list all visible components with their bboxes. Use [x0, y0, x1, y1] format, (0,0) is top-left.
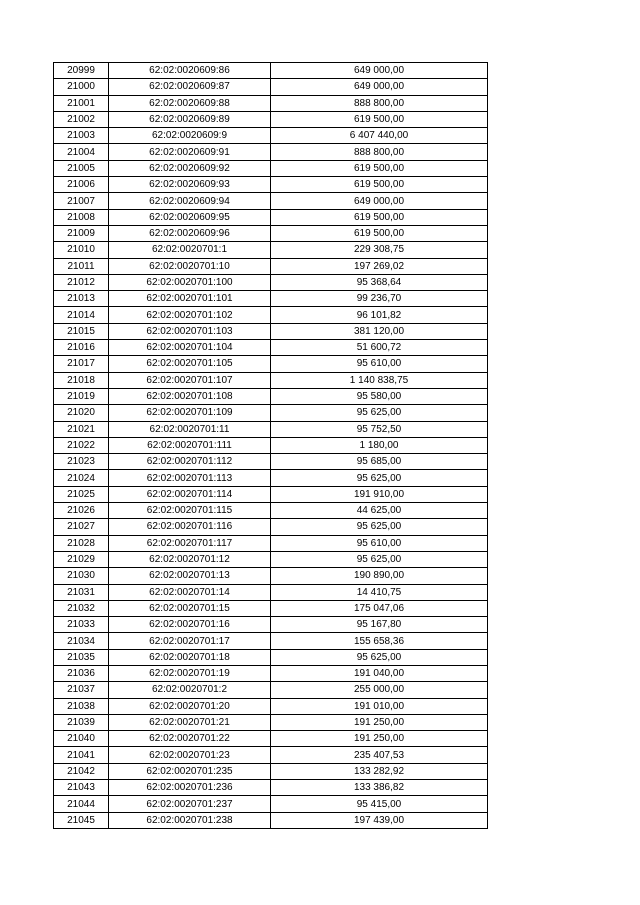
- table-row: [54, 763, 488, 779]
- table-row: [54, 405, 488, 421]
- cadastral-number-cell: 62:02:0020701:23: [109, 747, 271, 763]
- row-number-cell: 21011: [54, 258, 109, 274]
- cadastral-number-cell: 62:02:0020701:113: [109, 470, 271, 486]
- table-row: [54, 649, 488, 665]
- row-number-cell: 21003: [54, 128, 109, 144]
- cadastral-value-cell: 619 500,00: [271, 111, 488, 127]
- cadastral-value-cell: 95 167,80: [271, 617, 488, 633]
- row-number-cell: 21035: [54, 649, 109, 665]
- row-number-cell: 21026: [54, 503, 109, 519]
- cadastral-value-cell: 95 610,00: [271, 535, 488, 551]
- table-row: [54, 584, 488, 600]
- cadastral-number-cell: 62:02:0020701:100: [109, 274, 271, 290]
- cadastral-value-cell: 95 580,00: [271, 388, 488, 404]
- cadastral-number-cell: 62:02:0020701:108: [109, 388, 271, 404]
- row-number-cell: 21004: [54, 144, 109, 160]
- cadastral-value-cell: 649 000,00: [271, 193, 488, 209]
- table-row: [54, 63, 488, 79]
- table-row: [54, 209, 488, 225]
- cadastral-number-cell: 62:02:0020701:236: [109, 780, 271, 796]
- table-row: [54, 160, 488, 176]
- table-row: [54, 665, 488, 681]
- table-row: [54, 454, 488, 470]
- cadastral-number-cell: 62:02:0020609:87: [109, 79, 271, 95]
- cadastral-number-cell: 62:02:0020609:94: [109, 193, 271, 209]
- cadastral-number-cell: 62:02:0020609:88: [109, 95, 271, 111]
- cadastral-number-cell: 62:02:0020701:17: [109, 633, 271, 649]
- cadastral-value-cell: 229 308,75: [271, 242, 488, 258]
- row-number-cell: 21022: [54, 437, 109, 453]
- cadastral-number-cell: 62:02:0020701:102: [109, 307, 271, 323]
- row-number-cell: 21012: [54, 274, 109, 290]
- row-number-cell: 21045: [54, 812, 109, 828]
- cadastral-value-cell: 619 500,00: [271, 209, 488, 225]
- row-number-cell: 21029: [54, 551, 109, 567]
- cadastral-number-cell: 62:02:0020701:114: [109, 486, 271, 502]
- row-number-cell: 21014: [54, 307, 109, 323]
- row-number-cell: 21010: [54, 242, 109, 258]
- row-number-cell: 21018: [54, 372, 109, 388]
- table-row: [54, 437, 488, 453]
- row-number-cell: 21037: [54, 682, 109, 698]
- cadastral-number-cell: 62:02:0020701:235: [109, 763, 271, 779]
- cadastral-value-cell: 133 282,92: [271, 763, 488, 779]
- row-number-cell: 21041: [54, 747, 109, 763]
- row-number-cell: 21015: [54, 323, 109, 339]
- cadastral-value-cell: 95 610,00: [271, 356, 488, 372]
- table-row: [54, 177, 488, 193]
- cadastral-number-cell: 62:02:0020701:13: [109, 568, 271, 584]
- row-number-cell: 21016: [54, 340, 109, 356]
- row-number-cell: 21040: [54, 731, 109, 747]
- row-number-cell: 21009: [54, 225, 109, 241]
- cadastral-value-cell: 175 047,06: [271, 600, 488, 616]
- cadastral-number-cell: 62:02:0020701:101: [109, 291, 271, 307]
- table-row: [54, 535, 488, 551]
- table-row: [54, 600, 488, 616]
- cadastral-value-cell: 619 500,00: [271, 225, 488, 241]
- cadastral-number-cell: 62:02:0020701:11: [109, 421, 271, 437]
- cadastral-value-cell: 197 269,02: [271, 258, 488, 274]
- cadastral-number-cell: 62:02:0020609:95: [109, 209, 271, 225]
- cadastral-value-cell: 619 500,00: [271, 160, 488, 176]
- cadastral-number-cell: 62:02:0020609:91: [109, 144, 271, 160]
- row-number-cell: 21005: [54, 160, 109, 176]
- row-number-cell: 21042: [54, 763, 109, 779]
- row-number-cell: 21032: [54, 600, 109, 616]
- cadastral-number-cell: 62:02:0020701:238: [109, 812, 271, 828]
- cadastral-value-cell: 649 000,00: [271, 63, 488, 79]
- table-row: [54, 372, 488, 388]
- cadastral-number-cell: 62:02:0020701:104: [109, 340, 271, 356]
- row-number-cell: 21024: [54, 470, 109, 486]
- table-row: [54, 340, 488, 356]
- table-row: [54, 128, 488, 144]
- table-row: [54, 95, 488, 111]
- cadastral-value-cell: 888 800,00: [271, 144, 488, 160]
- table-row: [54, 503, 488, 519]
- row-number-cell: 21034: [54, 633, 109, 649]
- table-row: [54, 568, 488, 584]
- cadastral-number-cell: 62:02:0020701:115: [109, 503, 271, 519]
- cadastral-number-cell: 62:02:0020701:16: [109, 617, 271, 633]
- cadastral-value-cell: 6 407 440,00: [271, 128, 488, 144]
- cadastral-value-cell: 44 625,00: [271, 503, 488, 519]
- table-row: [54, 307, 488, 323]
- row-number-cell: 21001: [54, 95, 109, 111]
- table-row: [54, 291, 488, 307]
- cadastral-number-cell: 62:02:0020701:105: [109, 356, 271, 372]
- cadastral-value-cell: 95 625,00: [271, 470, 488, 486]
- cadastral-number-cell: 62:02:0020701:22: [109, 731, 271, 747]
- table-row: [54, 144, 488, 160]
- cadastral-value-cell: 95 415,00: [271, 796, 488, 812]
- row-number-cell: 21020: [54, 405, 109, 421]
- cadastral-value-cell: 95 752,50: [271, 421, 488, 437]
- cadastral-value-cell: 51 600,72: [271, 340, 488, 356]
- table-row: [54, 519, 488, 535]
- cadastral-number-cell: 62:02:0020701:103: [109, 323, 271, 339]
- row-number-cell: 21033: [54, 617, 109, 633]
- cadastral-value-cell: 190 890,00: [271, 568, 488, 584]
- cadastral-value-cell: 191 250,00: [271, 731, 488, 747]
- cadastral-value-cell: 1 180,00: [271, 437, 488, 453]
- table-row: [54, 551, 488, 567]
- table-row: [54, 470, 488, 486]
- table-row: [54, 388, 488, 404]
- cadastral-number-cell: 62:02:0020609:9: [109, 128, 271, 144]
- row-number-cell: 21039: [54, 714, 109, 730]
- row-number-cell: 21021: [54, 421, 109, 437]
- cadastral-number-cell: 62:02:0020701:112: [109, 454, 271, 470]
- cadastral-number-cell: 62:02:0020701:2: [109, 682, 271, 698]
- cadastral-number-cell: 62:02:0020701:116: [109, 519, 271, 535]
- cadastral-number-cell: 62:02:0020701:21: [109, 714, 271, 730]
- table-row: [54, 421, 488, 437]
- table-row: [54, 111, 488, 127]
- cadastral-value-cell: 14 410,75: [271, 584, 488, 600]
- row-number-cell: 21017: [54, 356, 109, 372]
- table-row: [54, 812, 488, 828]
- row-number-cell: 21019: [54, 388, 109, 404]
- table-row: [54, 617, 488, 633]
- row-number-cell: 21007: [54, 193, 109, 209]
- cadastral-value-cell: 95 368,64: [271, 274, 488, 290]
- row-number-cell: 21044: [54, 796, 109, 812]
- cadastral-value-cell: 96 101,82: [271, 307, 488, 323]
- cadastral-value-cell: 888 800,00: [271, 95, 488, 111]
- row-number-cell: 21025: [54, 486, 109, 502]
- cadastral-value-cell: 255 000,00: [271, 682, 488, 698]
- cadastral-number-cell: 62:02:0020609:93: [109, 177, 271, 193]
- cadastral-value-cell: 1 140 838,75: [271, 372, 488, 388]
- row-number-cell: 21023: [54, 454, 109, 470]
- cadastral-value-table: [53, 62, 487, 829]
- table-row: [54, 747, 488, 763]
- cadastral-number-cell: 62:02:0020701:117: [109, 535, 271, 551]
- row-number-cell: 21000: [54, 79, 109, 95]
- cadastral-number-cell: 62:02:0020701:237: [109, 796, 271, 812]
- cadastral-number-cell: 62:02:0020701:15: [109, 600, 271, 616]
- table-row: [54, 79, 488, 95]
- row-number-cell: 21002: [54, 111, 109, 127]
- cadastral-number-cell: 62:02:0020701:19: [109, 665, 271, 681]
- row-number-cell: 21013: [54, 291, 109, 307]
- table-row: [54, 682, 488, 698]
- cadastral-value-cell: 95 625,00: [271, 551, 488, 567]
- row-number-cell: 21006: [54, 177, 109, 193]
- table-row: [54, 486, 488, 502]
- cadastral-number-cell: 62:02:0020701:109: [109, 405, 271, 421]
- cadastral-number-cell: 62:02:0020701:1: [109, 242, 271, 258]
- data-table: [53, 62, 488, 829]
- row-number-cell: 21038: [54, 698, 109, 714]
- row-number-cell: 21008: [54, 209, 109, 225]
- table-row: [54, 633, 488, 649]
- table-row: [54, 356, 488, 372]
- cadastral-number-cell: 62:02:0020701:107: [109, 372, 271, 388]
- table-row: [54, 731, 488, 747]
- table-row: [54, 714, 488, 730]
- table-row: [54, 193, 488, 209]
- table-row: [54, 698, 488, 714]
- row-number-cell: 21028: [54, 535, 109, 551]
- table-row: [54, 242, 488, 258]
- cadastral-value-cell: 197 439,00: [271, 812, 488, 828]
- cadastral-number-cell: 62:02:0020701:12: [109, 551, 271, 567]
- table-row: [54, 225, 488, 241]
- cadastral-value-cell: 191 250,00: [271, 714, 488, 730]
- row-number-cell: 21043: [54, 780, 109, 796]
- cadastral-value-cell: 155 658,36: [271, 633, 488, 649]
- table-row: [54, 780, 488, 796]
- table-row: [54, 258, 488, 274]
- table-body: [54, 63, 488, 829]
- cadastral-value-cell: 99 236,70: [271, 291, 488, 307]
- cadastral-value-cell: 191 010,00: [271, 698, 488, 714]
- cadastral-value-cell: 95 625,00: [271, 649, 488, 665]
- cadastral-value-cell: 235 407,53: [271, 747, 488, 763]
- cadastral-value-cell: 619 500,00: [271, 177, 488, 193]
- table-row: [54, 274, 488, 290]
- cadastral-number-cell: 62:02:0020701:10: [109, 258, 271, 274]
- cadastral-value-cell: 95 685,00: [271, 454, 488, 470]
- cadastral-number-cell: 62:02:0020609:89: [109, 111, 271, 127]
- cadastral-value-cell: 191 040,00: [271, 665, 488, 681]
- cadastral-value-cell: 133 386,82: [271, 780, 488, 796]
- cadastral-number-cell: 62:02:0020701:14: [109, 584, 271, 600]
- row-number-cell: 21036: [54, 665, 109, 681]
- cadastral-number-cell: 62:02:0020701:20: [109, 698, 271, 714]
- cadastral-number-cell: 62:02:0020701:18: [109, 649, 271, 665]
- cadastral-number-cell: 62:02:0020609:92: [109, 160, 271, 176]
- row-number-cell: 20999: [54, 63, 109, 79]
- cadastral-value-cell: 191 910,00: [271, 486, 488, 502]
- row-number-cell: 21031: [54, 584, 109, 600]
- cadastral-value-cell: 381 120,00: [271, 323, 488, 339]
- table-row: [54, 796, 488, 812]
- cadastral-value-cell: 95 625,00: [271, 519, 488, 535]
- cadastral-number-cell: 62:02:0020609:96: [109, 225, 271, 241]
- cadastral-number-cell: 62:02:0020609:86: [109, 63, 271, 79]
- cadastral-number-cell: 62:02:0020701:111: [109, 437, 271, 453]
- cadastral-value-cell: 95 625,00: [271, 405, 488, 421]
- row-number-cell: 21030: [54, 568, 109, 584]
- table-row: [54, 323, 488, 339]
- cadastral-value-cell: 649 000,00: [271, 79, 488, 95]
- row-number-cell: 21027: [54, 519, 109, 535]
